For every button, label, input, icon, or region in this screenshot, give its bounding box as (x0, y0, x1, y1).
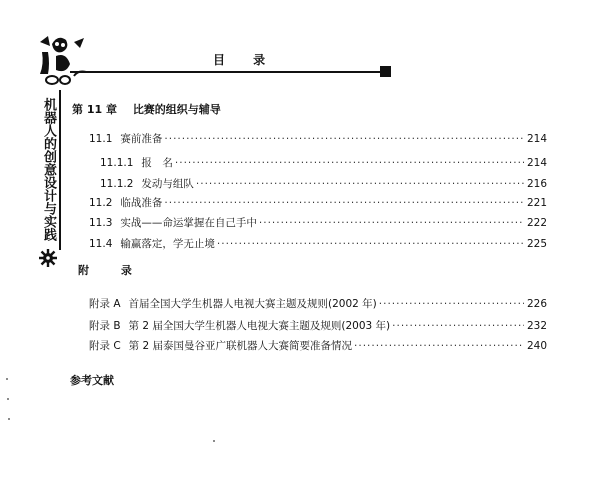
toc-entry[interactable] (100, 176, 547, 191)
appendix-num: 附录 B (89, 320, 121, 332)
appendix-title: 第 2 届全国大学生机器人电视大赛主题及规则(2003 年) (128, 320, 391, 332)
toc-entry[interactable] (89, 236, 547, 251)
toc-page: 222 (526, 217, 547, 229)
gear-icon (38, 248, 58, 268)
toc-num: 11.1.2 (100, 178, 134, 190)
square-bullet-icon (380, 66, 391, 77)
book-title-vertical: 机器人的创意设计与实践 (41, 98, 56, 241)
robot-mascot-icon (30, 34, 100, 90)
leader-dots (164, 197, 524, 209)
references-heading[interactable]: 参考文献 (70, 374, 114, 387)
toc-entry[interactable] (100, 155, 547, 170)
appendix-page: 226 (526, 298, 547, 310)
appendix-entry[interactable] (89, 338, 547, 353)
toc-entry[interactable] (89, 131, 547, 146)
toc-page: 221 (526, 197, 547, 209)
toc-page: 216 (526, 178, 547, 190)
header-rule (70, 71, 384, 73)
toc-num: 11.2 (89, 197, 113, 209)
leader-dots (175, 157, 524, 169)
toc-page: 225 (526, 238, 547, 250)
toc-title: 临战准备 (120, 197, 163, 209)
toc-title: 输赢落定，学无止境 (120, 238, 215, 250)
toc-title: 发动与组队 (141, 178, 194, 190)
toc-num: 11.4 (89, 238, 113, 250)
toc-entry[interactable] (89, 215, 547, 230)
appendix-page: 240 (526, 340, 547, 352)
appendix-heading: 附 录 (78, 264, 146, 277)
appendix-num: 附录 C (89, 340, 121, 352)
toc-num: 11.3 (89, 217, 113, 229)
leader-dots (259, 217, 524, 229)
leader-dots (354, 340, 524, 352)
chapter-number: 第 11 章 (72, 103, 117, 116)
toc-title: 实战——命运掌握在自己手中 (120, 217, 257, 229)
appendix-num: 附录 A (89, 298, 121, 310)
leader-dots (392, 320, 524, 332)
toc-title: 赛前准备 (120, 133, 163, 145)
appendix-entry[interactable] (89, 318, 547, 333)
appendix-page: 232 (526, 320, 547, 332)
toc-num: 11.1 (89, 133, 113, 145)
leader-dots (164, 133, 524, 145)
leader-dots (379, 298, 524, 310)
leader-dots (196, 178, 524, 190)
chapter-heading (72, 101, 221, 117)
toc-entry[interactable] (89, 195, 547, 210)
scan-speck (213, 440, 215, 442)
appendix-title: 第 2 届泰国曼谷亚广联机器人大赛简要准备情况 (128, 340, 353, 352)
toc-num: 11.1.1 (100, 157, 134, 169)
vertical-rule (59, 90, 61, 250)
page-title: 目 录 (213, 53, 278, 67)
appendix-title: 首届全国大学生机器人电视大赛主题及规则(2002 年) (128, 298, 377, 310)
scan-speck (7, 398, 9, 400)
appendix-entry[interactable] (89, 296, 547, 311)
toc-page: 214 (526, 133, 547, 145)
scan-speck (8, 418, 10, 420)
chapter-title: 比赛的组织与辅导 (132, 103, 221, 116)
scan-speck (6, 378, 8, 380)
toc-title: 报 名 (141, 157, 173, 169)
toc-page: 214 (526, 157, 547, 169)
leader-dots (217, 238, 524, 250)
